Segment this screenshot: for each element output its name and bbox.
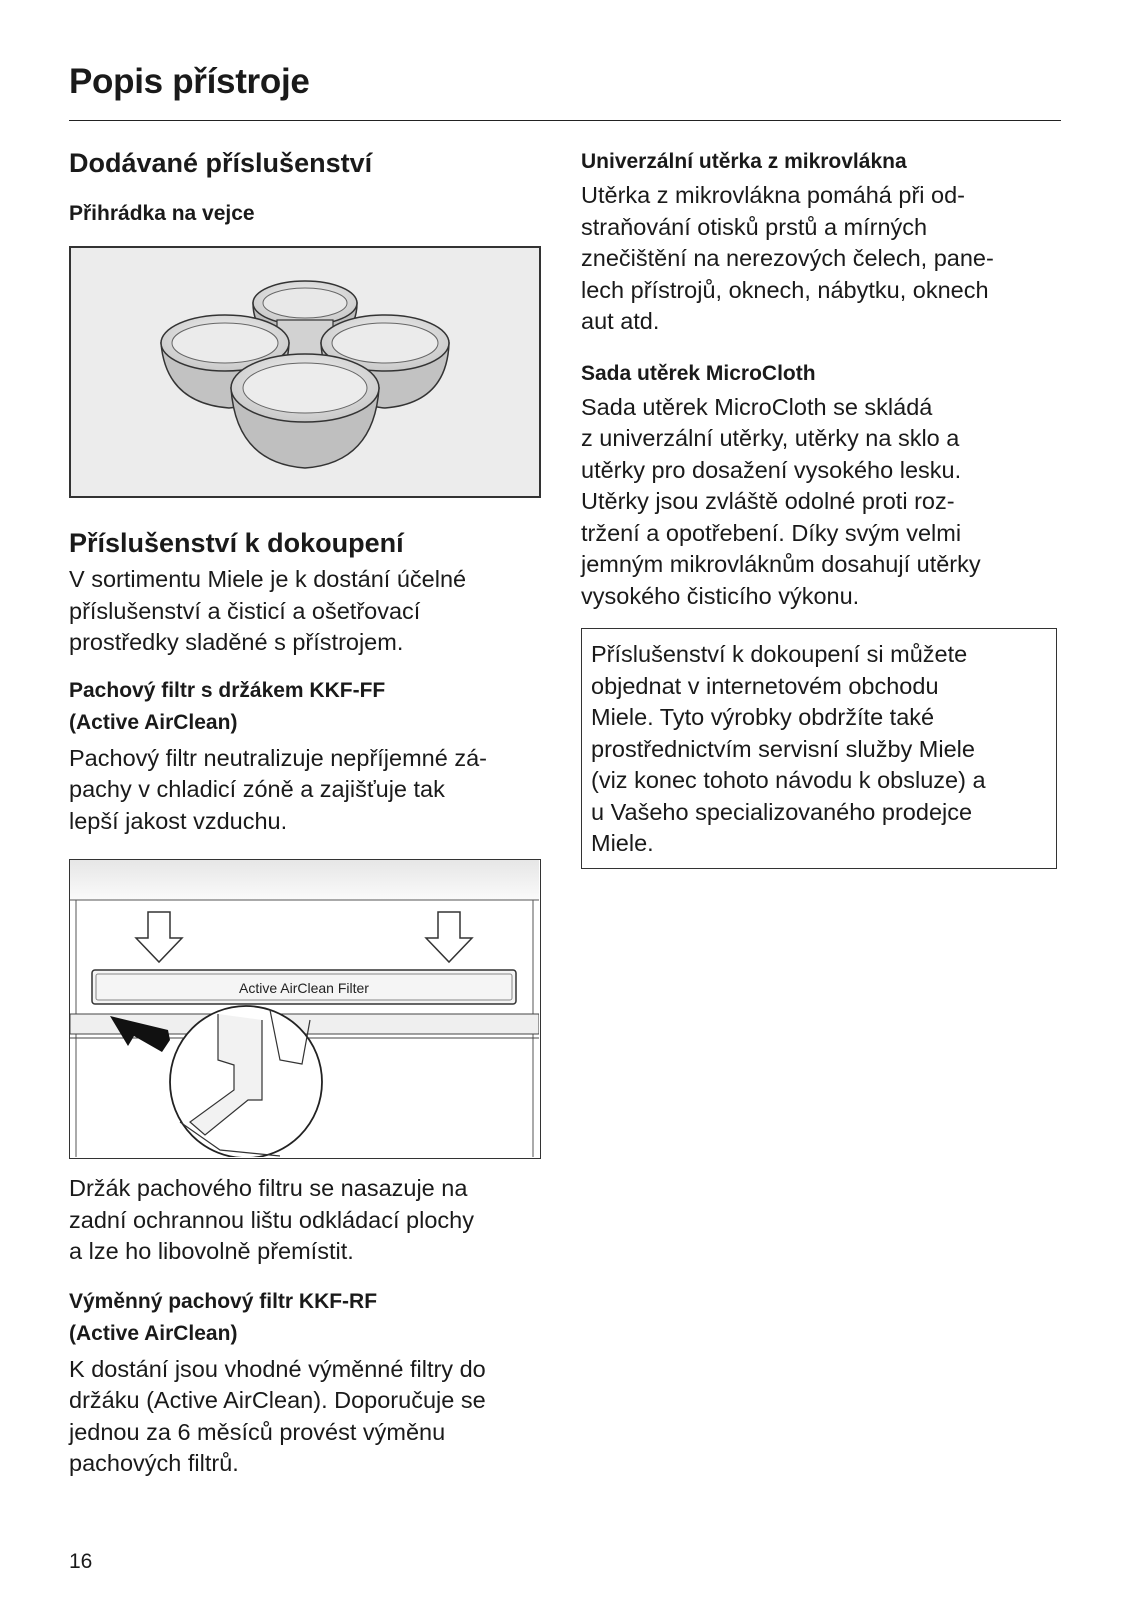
microcloth-text-line: z univerzální utěrky, utěrky na sklo a xyxy=(581,425,960,451)
microcloth-text-line: tržení a opotřebení. Díky svým velmi xyxy=(581,519,962,546)
note-line: (viz konec tohoto návodu k obsluze) a xyxy=(591,767,986,793)
replacement-text xyxy=(69,1354,549,1480)
holder-text-line: a lze ho libovolně přemístit. xyxy=(69,1238,354,1264)
replacement-text-line: jednou za 6 měsíců provést výměnu xyxy=(69,1418,446,1445)
microcloth-text-line: utěrky pro dosažení vysokého lesku. xyxy=(581,456,962,483)
note-line: Miele. xyxy=(591,830,654,856)
filter-heading-line: (Active AirClean) xyxy=(69,710,238,734)
page-title: Popis přístroje xyxy=(69,62,310,101)
egg-tray-illustration-icon xyxy=(71,248,539,496)
page-header xyxy=(69,62,1061,121)
filter-figure-label: Active AirClean Filter xyxy=(239,980,369,996)
microfibre-text xyxy=(581,180,1061,338)
note-line: u Vašeho specializovaného prodejce xyxy=(591,798,973,825)
filter-figure xyxy=(69,859,541,1159)
microcloth-text-line: Utěrky jsou zvláště odolné proti roz- xyxy=(581,488,955,514)
left-column xyxy=(69,146,549,1480)
filter-text-line: Pachový filtr neutralizuje nepříjemné zá- xyxy=(69,744,487,771)
supplied-accessories-heading: Dodávané příslušenství xyxy=(69,148,373,178)
intro-line: V sortimentu Miele je k dostání účelné xyxy=(69,566,467,592)
filter-heading-line: Pachový filtr s držákem KKF-FF xyxy=(69,678,386,702)
microfibre-text-line: aut atd. xyxy=(581,308,660,334)
intro-line: příslušenství a čisticí a ošetřovací xyxy=(69,597,421,624)
air-filter-illustration-icon xyxy=(70,860,539,1157)
note-line: objednat v internetovém obchodu xyxy=(591,672,939,699)
replacement-text-line: pachových filtrů. xyxy=(69,1450,239,1476)
note-line: Příslušenství k dokoupení si můžete xyxy=(591,641,968,667)
note-line: prostřednictvím servisní služby Miele xyxy=(591,735,975,762)
filter-text-line: pachy v chladicí zóně a zajišťuje tak xyxy=(69,776,445,802)
holder-text-line: zadní ochrannou lištu odkládací plochy xyxy=(69,1206,474,1233)
egg-tray-heading: Přihrádka na vejce xyxy=(69,202,255,225)
optional-accessories-heading: Příslušenství k dokoupení xyxy=(69,528,404,558)
microcloth-heading: Sada utěrek MicroCloth xyxy=(581,361,816,385)
egg-tray-figure xyxy=(69,246,541,498)
replacement-text-line: K dostání jsou vhodné výměnné filtry do xyxy=(69,1355,486,1382)
microcloth-text xyxy=(581,392,1061,613)
right-column xyxy=(581,146,1061,869)
filter-heading xyxy=(69,675,549,739)
replacement-heading-line: (Active AirClean) xyxy=(69,1321,238,1345)
microcloth-text-line: jemným mikrovláknům dosahují utěrky xyxy=(581,551,981,577)
microcloth-text-line: Sada utěrek MicroCloth se skládá xyxy=(581,393,933,420)
microfibre-text-line: lech přístrojů, oknech, nábytku, oknech xyxy=(581,276,989,303)
microfibre-heading: Univerzální utěrka z mikrovlákna xyxy=(581,150,907,173)
filter-text xyxy=(69,743,549,838)
filter-text-line: lepší jakost vzduchu. xyxy=(69,807,288,834)
holder-text-line: Držák pachového filtru se nasazuje na xyxy=(69,1175,468,1201)
holder-text xyxy=(69,1173,549,1268)
optional-intro xyxy=(69,564,549,659)
replacement-heading-line: Výměnný pachový filtr KKF-RF xyxy=(69,1289,378,1313)
replacement-heading xyxy=(69,1286,549,1350)
intro-line: prostředky sladěné s přístrojem. xyxy=(69,629,404,655)
note-line: Miele. Tyto výrobky obdržíte také xyxy=(591,704,935,730)
microfibre-text-line: straňování otisků prstů a mírných xyxy=(581,213,928,240)
microcloth-text-line: vysokého čisticího výkonu. xyxy=(581,582,860,609)
replacement-text-line: držáku (Active AirClean). Doporučuje se xyxy=(69,1387,486,1413)
microfibre-text-line: Utěrka z mikrovlákna pomáhá při od- xyxy=(581,182,965,208)
microfibre-text-line: znečištění na nerezových čelech, pane- xyxy=(581,245,994,271)
page-number: 16 xyxy=(69,1550,93,1573)
order-note-box xyxy=(581,628,1057,869)
